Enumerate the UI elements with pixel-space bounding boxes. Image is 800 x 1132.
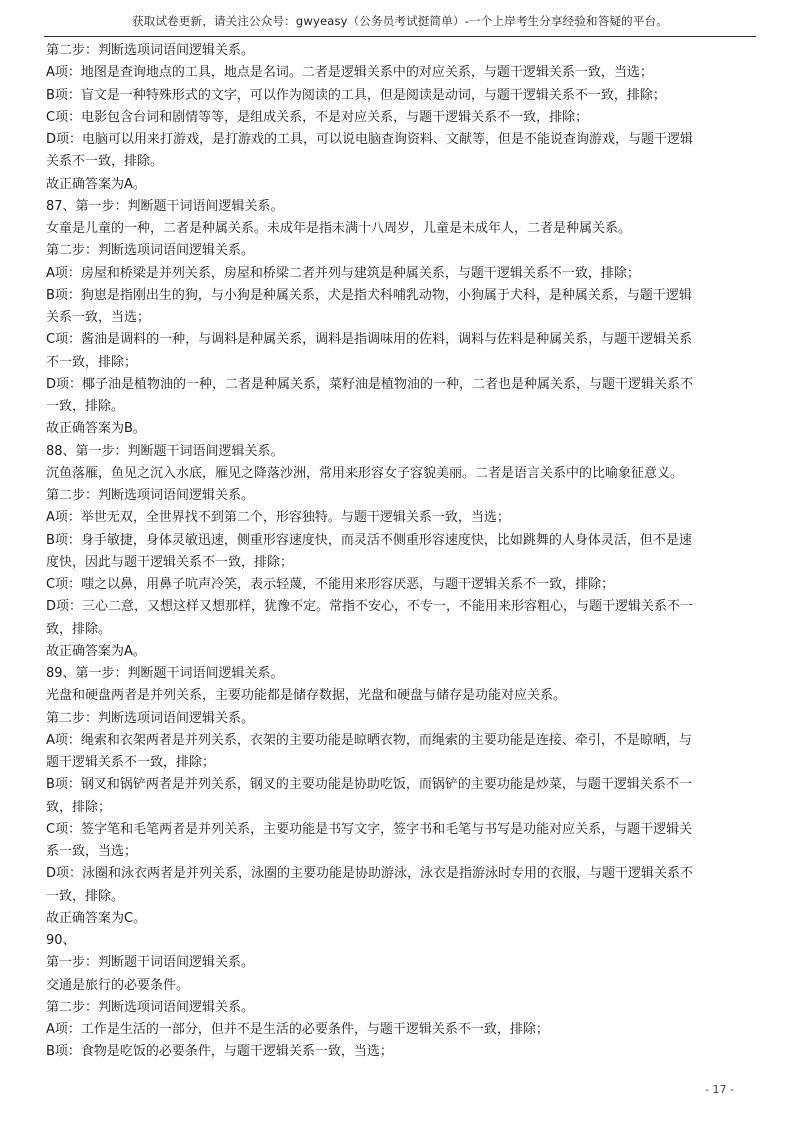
text-line: 90、 [46,933,76,948]
text-line: 度快，因此与题干逻辑关系不一致，排除； [46,554,294,570]
text-line: B项：身手敏捷，身体灵敏迅速，侧重形容速度快，而灵活不侧重形容速度快，比如跳舞的人身体灵活，但不是速 [46,532,692,548]
text-line: C项：签字笔和毛笔两者是并列关系，主要功能是书写文字，签字书和毛笔与书写是功能对应关系，与题干逻辑关 [46,821,693,837]
text-line: 一致，排除。 [46,888,125,904]
text-line: B项：盲文是一种特殊形式的文字，可以作为阅读的工具，但是阅读是动词，与题干逻辑关系不一致，排除； [46,87,666,103]
text-line: 一致，排除。 [46,399,125,414]
text-line: 故正确答案为A。 [46,176,146,192]
text-line: A项：绳索和衣架两者是并列关系，衣架的主要功能是晾晒衣物，而绳索的主要功能是连接、牵引，不是晾晒，与 [46,732,692,748]
text-line: 关系一致，当选； [46,310,151,325]
text-line: 88、第一步：判断题干词语间逻辑关系。 [46,443,284,459]
text-line: 女童是儿童的一种，二者是种属关系。未成年是指未满十八周岁，儿童是未成年人，二者是种属关系。 [46,221,632,236]
text-line: 致，排除； [46,799,112,815]
header-divider [44,36,756,37]
text-line: 87、第一步：判断题干词语间逻辑关系。 [46,198,284,214]
text-line: A项：地图是查询地点的工具，地点是名词。二者是逻辑关系中的对应关系，与题干逻辑关系一致，当选； [46,65,653,81]
page-header: 获取试卷更新，请关注公众号：gwyeasy（公务员考试挺简单）-一个上岸考生分享经验和答疑的平台。 [132,14,668,28]
text-line: 故正确答案为C。 [46,910,147,926]
text-line: C项：嗤之以鼻，用鼻子吭声冷笑，表示轻蔑，不能用来形容厌恶，与题干逻辑关系不一致，排除； [46,577,615,592]
text-line: 关系不一致，排除。 [46,154,164,170]
text-line: 第二步：判断选项词语间逻辑关系。 [46,710,255,726]
text-line: B项：食物是吃饭的必要条件，与题干逻辑关系一致，当选； [46,1044,393,1060]
text-line: 第二步：判断选项词语间逻辑关系。 [46,43,255,58]
text-line: A项：工作是生活的一部分，但并不是生活的必要条件，与题干逻辑关系不一致，排除； [46,1022,549,1037]
text-line: 89、第一步：判断题干词语间逻辑关系。 [46,666,284,681]
text-line: 光盘和硬盘两者是并列关系，主要功能都是储存数据，光盘和硬盘与储存是功能对应关系。 [46,688,567,704]
page-number: - 17 - [705,1083,734,1096]
text-line: 第二步：判断选项词语间逻辑关系。 [46,243,255,259]
text-line: D项：泳圈和泳衣两者是并列关系，泳圈的主要功能是协助游泳，泳衣是指游泳时专用的衣服，与题干逻辑关系不 [46,866,694,882]
text-line: 沉鱼落雁，鱼见之沉入水底，雁见之降落沙洲，常用来形容女子容貌美丽。二者是语言关系中的比喻象征意义。 [46,465,684,481]
text-line: 故正确答案为B。 [46,421,146,437]
text-line: D项：椰子油是植物油的一种，二者是种属关系，菜籽油是植物油的一种，二者也是种属关系，与题干逻辑关系不 [46,376,694,392]
text-line: C项：电影包含台词和剧情等等，是组成关系，不是对应关系，与题干逻辑关系不一致，排除； [46,109,589,125]
text-line: B项：钢叉和锅铲两者是并列关系，钢叉的主要功能是协助吃饭，而锅铲的主要功能是炒菜，与题干逻辑关系不一 [46,777,692,793]
answer-explanation-body [46,40,758,1064]
text-line: A项：举世无双，全世界找不到第二个，形容独特。与题干逻辑关系一致，当选； [46,510,510,526]
text-line: 第二步：判断选项词语间逻辑关系。 [46,488,255,503]
text-line: 第二步：判断选项词语间逻辑关系。 [46,999,255,1015]
text-line: 不一致，排除； [46,354,138,370]
text-line: D项：三心二意，又想这样又想那样，犹豫不定。常指不安心，不专一，不能用来形容粗心，与题干逻辑关系不一 [46,599,694,615]
text-line: 故正确答案为A。 [46,643,146,659]
text-line: D项：电脑可以用来打游戏，是打游戏的工具，可以说电脑查询资料、文献等，但是不能说查询游戏，与题干逻辑 [46,132,694,147]
text-line: 致，排除。 [46,621,112,637]
text-line: 第一步：判断题干词语间逻辑关系。 [46,955,255,971]
text-line: A项：房屋和桥梁是并列关系，房屋和桥梁二者并列与建筑是种属关系，与题干逻辑关系不一致，排除； [46,265,640,281]
text-line: 交通是旅行的必要条件。 [46,977,190,993]
text-line: 题干逻辑关系不一致，排除； [46,755,216,770]
text-line: 系一致，当选； [46,844,138,859]
text-line: B项：狗崽是指刚出生的狗，与小狗是种属关系，犬是指犬科哺乳动物，小狗属于犬科，是种属关系，与题干逻辑 [46,287,692,303]
text-line: C项：酱油是调料的一种，与调料是种属关系，调料是指调味用的佐料，调料与佐料是种属关系，与题干逻辑关系 [46,332,693,348]
